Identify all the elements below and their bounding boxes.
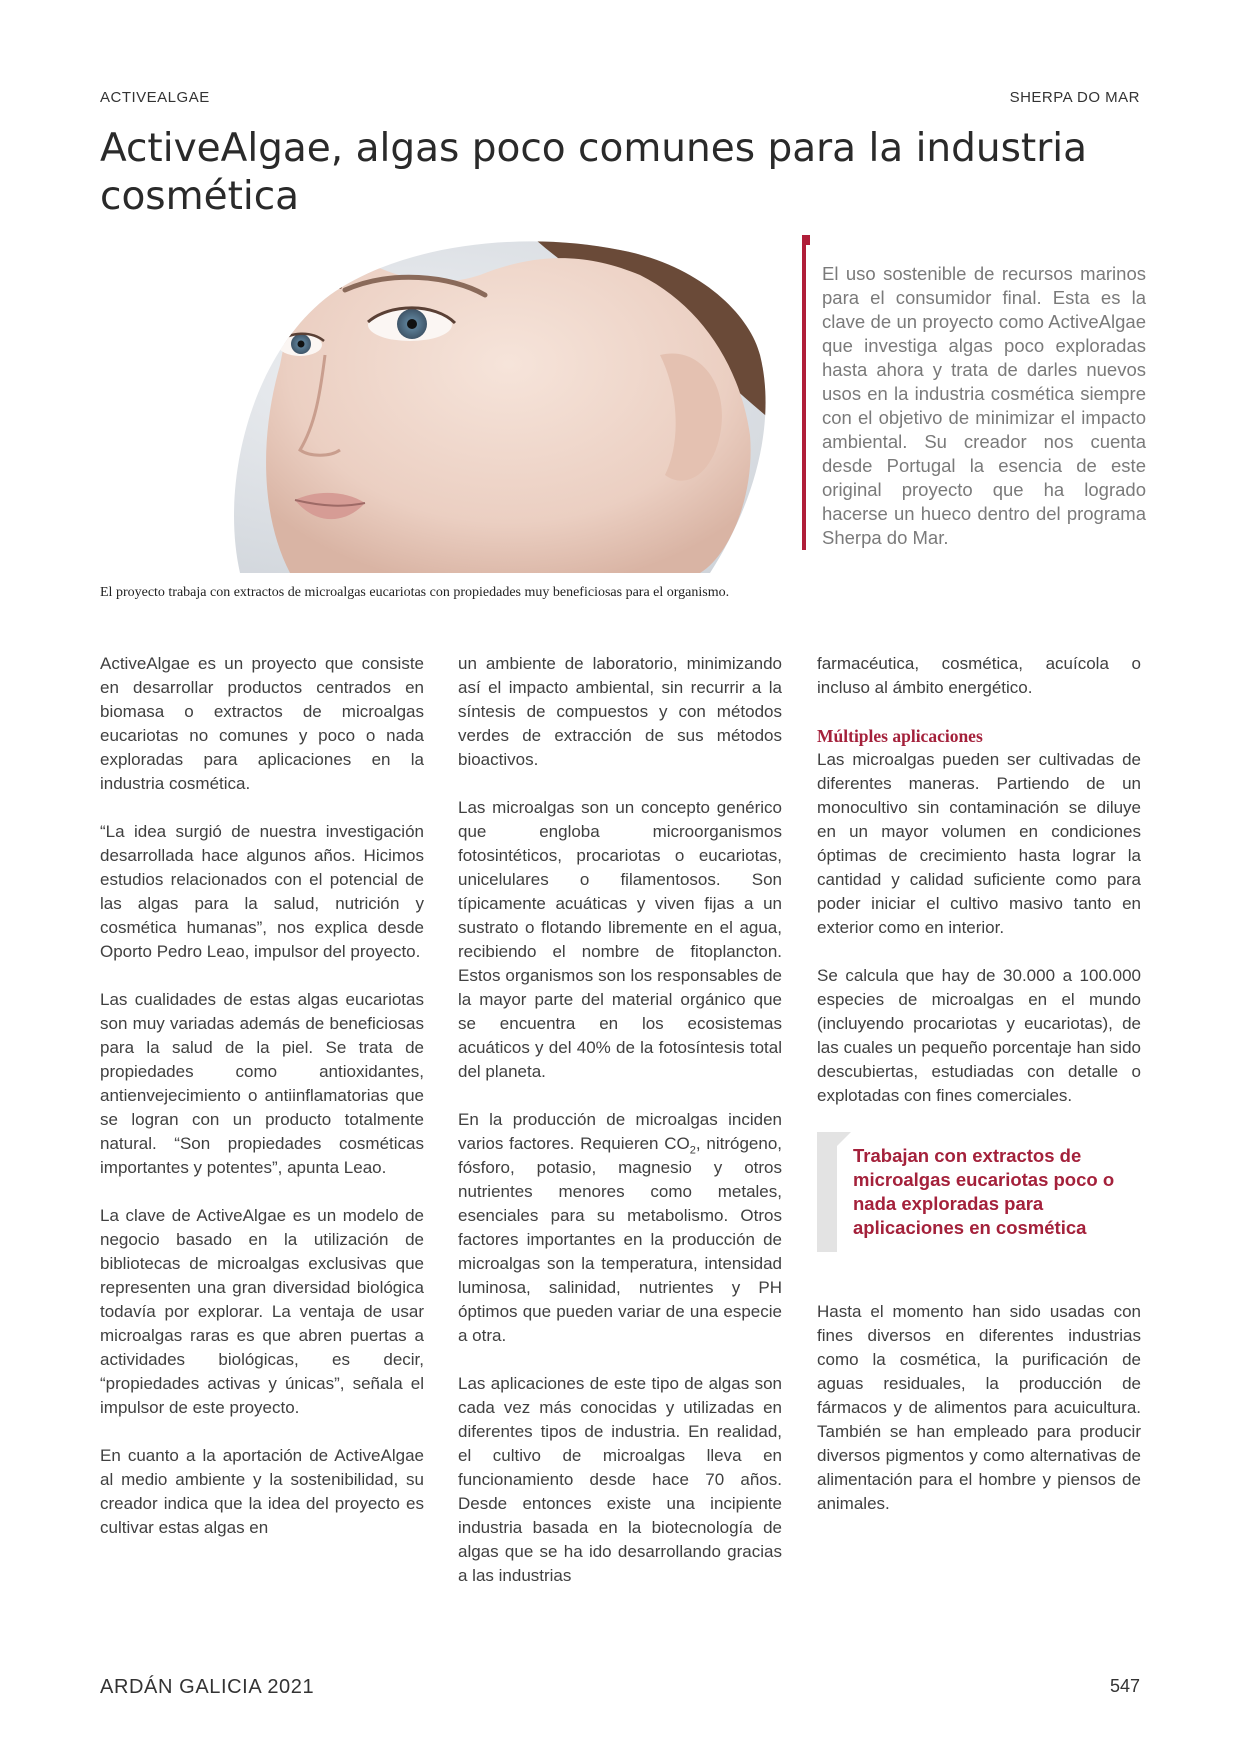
paragraph: Se calcula que hay de 30.000 a 100.000 especies de microalgas en el mundo (incluyendo procariotas y eucariotas), de las cuales un pequeño porcentaje han sido descubiertas, estudiadas con detalle o explotadas con fines comerciales. bbox=[817, 966, 1141, 1105]
pullquote-text: El uso sostenible de recursos marinos para el consumidor final. Esta es la clave de un proyecto como ActiveAlgae que investiga algas poco exploradas hasta ahora y trata de darles nuevos usos en la industria cosmética siempre con el objetivo de minimizar el impacto ambiental. Su creador nos cuenta desde Portugal la esencia de este original proyecto que ha logrado hacerse un hueco dentro del programa Sherpa do Mar. bbox=[822, 263, 1146, 548]
paragraph-part: , nitrógeno, fósforo, potasio, magnesio y otros nutrientes menores como metales, esenciales para su metabolismo. Otros factores importantes en la producción de microalgas son la temperatura, intensidad luminosa, salinidad, nutrientes y PH óptimos que pueden variar de una especie a otra. bbox=[458, 1134, 783, 1345]
paragraph: Hasta el momento han sido usadas con fines diversos en diferentes industrias como la cosmética, la purificación de aguas residuales, la producción de fármacos y de alimentos para acuicultura. También se han empleado para producir diversos pigmentos y como alternativas de alimentación para el hombre y piensos de animales. bbox=[817, 1302, 1141, 1513]
paragraph: La clave de ActiveAlgae es un modelo de negocio basado en la utilización de bibliotecas de microalgas exclusivas que representen una gran diversidad biológica todavía por explorar. La ventaja de usar microalgas raras es que abren puertas a actividades biológicas, es decir, “propiedades activas y únicas”, señala el impulsor de este proyecto. bbox=[100, 1206, 424, 1417]
running-header-program: SHERPA DO MAR bbox=[1009, 89, 1140, 106]
column-1 bbox=[100, 652, 424, 1564]
paragraph bbox=[458, 1108, 782, 1348]
paragraph: farmacéutica, cosmética, acuícola o incluso al ámbito energético. bbox=[817, 654, 1141, 697]
pullquote bbox=[802, 235, 1146, 550]
article-title: ActiveAlgae, algas poco comunes para la industria cosmética bbox=[100, 126, 1087, 219]
paragraph: ActiveAlgae es un proyecto que consiste en desarrollar productos centrados en biomasa o extractos de microalgas eucariotas no comunes y poco o nada exploradas para aplicaciones en la industria cosmética. bbox=[100, 654, 424, 793]
paragraph: Las cualidades de estas algas eucariotas son muy variadas además de beneficiosas para la salud de la piel. Se trata de propiedades como antioxidantes, antienvejecimiento o antiinflamatorias que se logran con un producto totalmente natural. “Son propiedades cosméticas importantes y potentes”, apunta Leao. bbox=[100, 990, 424, 1177]
paragraph: Las microalgas pueden ser cultivadas de diferentes maneras. Partiendo de un monocultivo sin contaminación se diluye en un mayor volumen en condiciones óptimas de crecimiento hasta lograr la cantidad y calidad suficiente como para poder iniciar el cultivo masivo tanto en exterior como en interior. bbox=[817, 750, 1141, 937]
paragraph-part: En la producción de microalgas inciden varios factores. Requieren CO bbox=[458, 1110, 782, 1153]
callout-bar bbox=[817, 1132, 837, 1252]
paragraph: un ambiente de laboratorio, minimizando así el impacto ambiental, sin recurrir a la síntesis de compuestos y con métodos verdes de extracción de sus métodos bioactivos. bbox=[458, 654, 782, 769]
section-subhead: Múltiples aplicaciones bbox=[817, 726, 983, 746]
column-2 bbox=[458, 652, 782, 1612]
column-3 bbox=[817, 652, 1141, 1540]
callout-text: Trabajan con extractos de microalgas eucariotas poco o nada exploradas para aplicaciones en cosmética bbox=[853, 1145, 1115, 1238]
photo-caption: El proyecto trabaja con extractos de microalgas eucariotas con propiedades muy beneficiosas para el organismo. bbox=[100, 585, 730, 600]
page-number: 547 bbox=[1109, 1676, 1140, 1696]
paragraph: “La idea surgió de nuestra investigación desarrollada hace algunos años. Hicimos estudios relacionados con el potencial de las algas para la salud, nutrición y cosmética humanas”, nos explica desde Oporto Pedro Leao, impulsor del proyecto. bbox=[100, 822, 424, 961]
running-header-section: ACTIVEALGAE bbox=[100, 89, 210, 106]
subscript: 2 bbox=[689, 1144, 696, 1157]
paragraph: Las microalgas son un concepto genérico que engloba microorganismos fotosintéticos, procariotas o eucariotas, unicelulares o filamentosos. Son típicamente acuáticas y viven fijas a un sustrato o flotando libremente en el agua, recibiendo el nombre de fitoplancton. Estos organismos son los responsables de la mayor parte del material orgánico que se encuentra en los ecosistemas acuáticos y del 40% de la fotosíntesis total del planeta. bbox=[458, 798, 782, 1081]
callout-quote bbox=[817, 1132, 1141, 1252]
footer-publication: ARDÁN GALICIA 2021 bbox=[100, 1676, 315, 1698]
article-photo bbox=[100, 235, 784, 573]
paragraph: Las aplicaciones de este tipo de algas son cada vez más conocidas y utilizadas en diferentes tipos de industria. En realidad, el cultivo de microalgas lleva en funcionamiento desde hace 70 años. Desde entonces existe una incipiente industria basada en la biotecnología de algas que se ha ido desarrollando gracias a las industrias bbox=[458, 1374, 782, 1585]
paragraph: En cuanto a la aportación de ActiveAlgae al medio ambiente y la sostenibilidad, su creador indica que la idea del proyecto es cultivar estas algas en bbox=[100, 1446, 424, 1537]
pullquote-accent bbox=[802, 235, 810, 245]
